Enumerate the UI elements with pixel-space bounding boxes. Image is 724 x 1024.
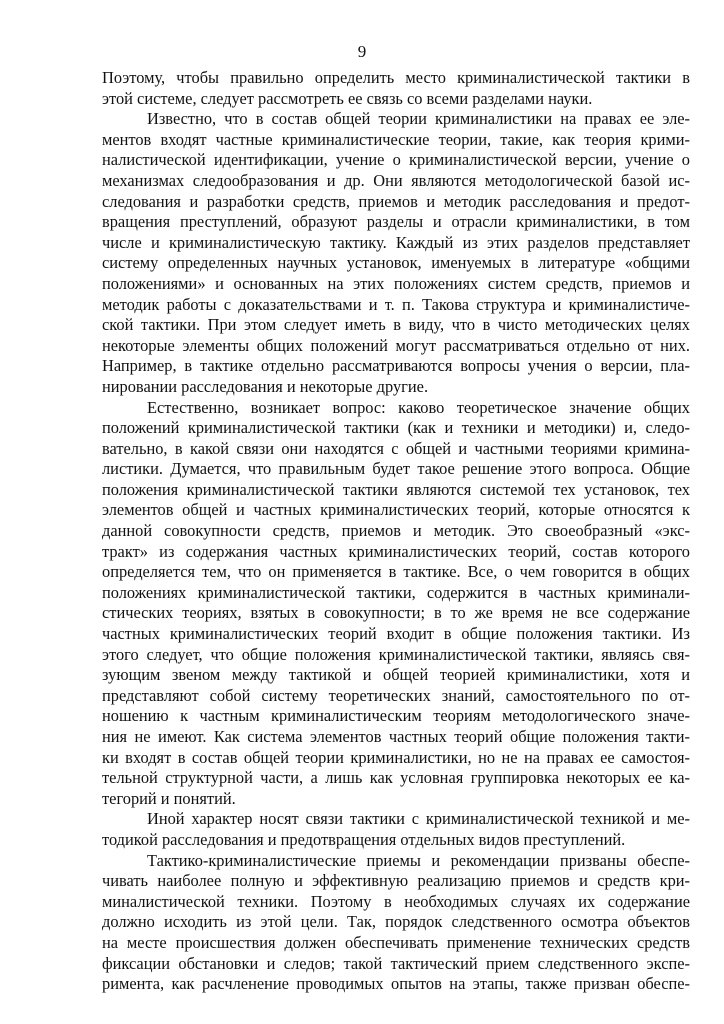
paragraph [102,109,690,397]
text-line: фиксации обстановки и следов; такой тактический прием следственного экспе- [102,953,690,973]
text-line: положениями» и основанных на этих положениях систем средств, приемов и [102,273,690,293]
text-line: данной совокупности средств, приемов и методик. Это своеобразный «экс- [102,521,690,541]
text-line: числе и криминалистическую тактику. Каждый из этих разделов представляет [102,232,690,252]
text-line: Например, в тактике отдельно рассматриваются вопросы учения о версии, пла- [102,356,690,376]
text-line: ской тактики. При этом следует иметь в виду, что в чисто методических целях [102,315,690,335]
text-line: положениях криминалистической тактики, содержится в частных криминали- [102,582,690,602]
text-line: тодикой расследования и предотвращения отдельных видов преступлений. [102,829,626,849]
text-line: нировании расследования и некоторые другие. [102,376,429,396]
text-line: миналистической техники. Поэтому в необходимых случаях их содержание [102,891,690,911]
text-line: этой системе, следует рассмотреть ее связь со всеми разделами науки. [102,88,593,108]
text-line: элементов общей и частных криминалистических теорий, которые относятся к [102,500,690,520]
text-line: ношению к частным криминалистическим теориям методологического значе- [102,706,690,726]
text-line: на месте происшествия должен обеспечивать применение технических средств [102,932,690,952]
text-line: методик работы с доказательствами и т. п. Такова структура и криминалистиче- [102,294,690,314]
text-line: зующим звеном между тактикой и общей теорией криминалистики, хотя и [102,665,690,685]
text-line: Тактико-криминалистические приемы и рекомендации призваны обеспе- [147,850,690,870]
text-line: вательно, в какой связи они находятся с общей и частными теориями кримина- [102,438,690,458]
page-number: 9 [357,42,367,61]
text-line: этого следует, что общие положения криминалистической тактики, являясь свя- [102,644,690,664]
text-line: частных криминалистических теорий входит в общие положения тактики. Из [102,624,690,644]
text-line: механизмах следообразования и др. Они являются методологической базой ис- [102,170,690,190]
text-line: положений криминалистической тактики (как и техники и методики) и, следо- [102,418,690,438]
text-line: представляют собой систему теоретических знаний, самостоятельного по от- [102,685,690,705]
body-text [102,68,690,995]
text-line: должно исходить из этой цели. Так, порядок следственного осмотра объектов [102,912,690,932]
text-line: систему определенных научных установок, именуемых в литературе «общими [102,253,690,273]
text-line: Известно, что в состав общей теории криминалистики на правах ее эле- [147,109,690,129]
text-line: Естественно, возникает вопрос: каково теоретическое значение общих [147,397,690,417]
text-line: тракт» из содержания частных криминалистических теорий, состав которого [102,541,690,561]
text-line: стических теориях, взятых в совокупности; в то же время не все содержание [102,603,690,623]
text-line: следования и разработки средств, приемов и методик расследования и предот- [102,191,690,211]
text-line: вращения преступлений, образуют разделы и отрасли криминалистики, в том [102,212,690,232]
text-line: ки входят в состав общей теории криминалистики, но не на правах ее самостоя- [102,747,690,767]
text-line: римента, как расчленение проводимых опытов на этапы, также призван обеспе- [102,974,690,994]
text-line: положения криминалистической тактики являются системой тех установок, тех [102,479,690,499]
text-line: определяется тем, что он применяется в тактике. Все, о чем говорится в общих [102,562,690,582]
paragraph [102,851,690,995]
text-line: ментов входят частные криминалистические теории, такие, как теория крими- [102,129,690,149]
paragraph [102,398,690,810]
text-line: налистической идентификации, учение о криминалистической версии, учение о [102,150,690,170]
text-line: тельной структурной части, а лишь как условная группировка некоторых ее ка- [102,768,690,788]
text-line: некоторые элементы общих положений могут рассматриваться отдельно от них. [102,335,690,355]
text-line: тегорий и понятий. [102,788,236,808]
paragraph [102,68,690,109]
text-line: Иной характер носят связи тактики с криминалистической техникой и ме- [147,809,690,829]
text-line: ния не имеют. Как система элементов частных теорий общие положения такти- [102,727,690,746]
text-line: листики. Думается, что правильным будет такое решение этого вопроса. Общие [102,459,690,479]
paragraph [102,809,690,850]
text-line: Поэтому, чтобы правильно определить место криминалистической тактики в [102,68,690,87]
text-line: чивать наиболее полную и эффективную реализацию приемов и средств кри- [102,871,690,891]
